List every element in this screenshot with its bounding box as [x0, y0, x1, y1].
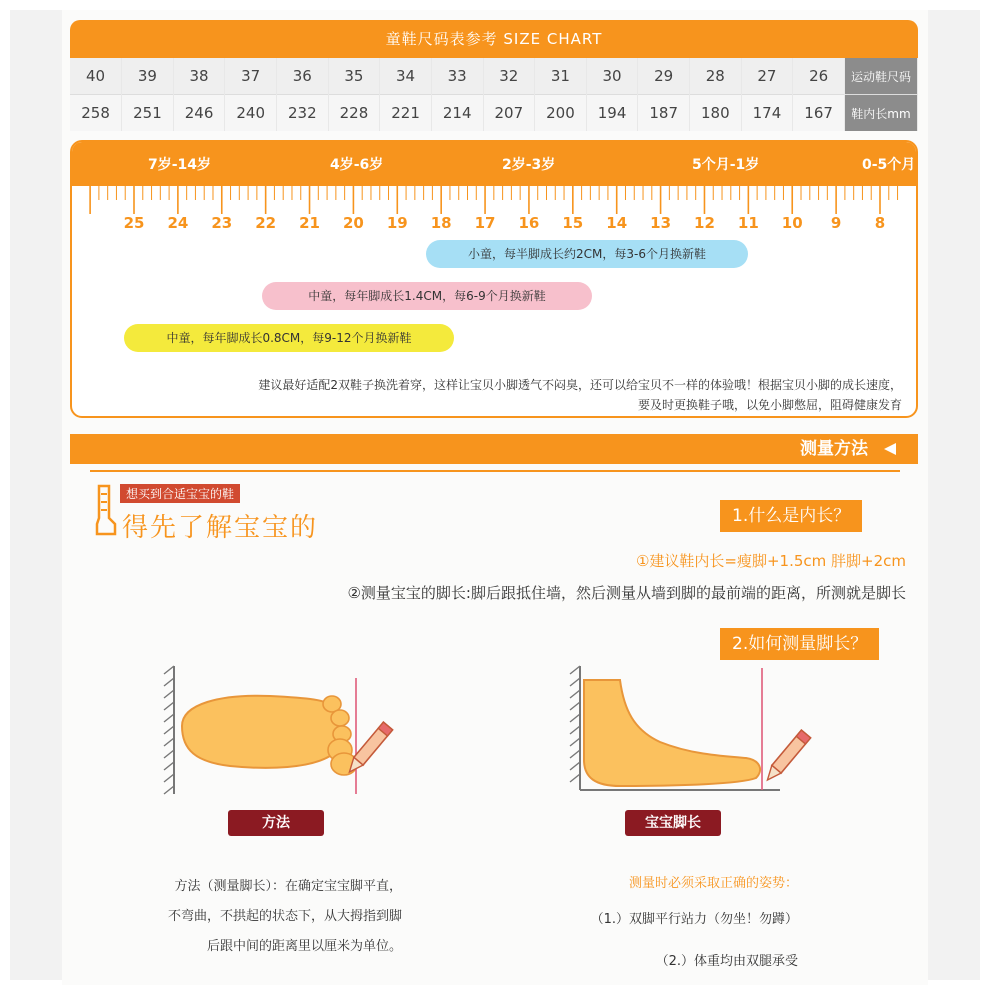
ruler-number: 10	[781, 214, 803, 232]
ruler-ticks	[72, 182, 916, 218]
foot-top-view-illustration	[160, 660, 430, 800]
size-cell: 27	[741, 58, 793, 95]
size-cell: 31	[535, 58, 587, 95]
age-label: 0-5个月	[862, 157, 916, 173]
ruler-number: 12	[694, 214, 715, 232]
length-cell: 194	[586, 95, 638, 132]
ruler-number: 8	[874, 214, 886, 232]
ruler-number: 15	[562, 214, 584, 232]
size-cell: 33	[431, 58, 483, 95]
size-cell: 36	[277, 58, 329, 95]
method-description-line-3: 后跟中间的距离里以厘米为单位。	[206, 939, 402, 954]
size-cell: 37	[225, 58, 277, 95]
size-cell: 34	[380, 58, 432, 95]
method-description-line-1: 方法（测量脚长）：在确定宝宝脚平直，	[174, 879, 402, 894]
size-row-header: 运动鞋尺码	[845, 58, 918, 95]
ruler-number: 20	[342, 214, 364, 232]
foot-side-view-illustration	[560, 660, 830, 800]
age-ruler-panel	[70, 140, 918, 418]
length-cell: 214	[431, 95, 483, 132]
want-right-shoes-tag: 想买到合适宝宝的鞋	[120, 484, 240, 503]
length-cell: 228	[328, 95, 380, 132]
ruler-number: 13	[650, 214, 672, 232]
age-label: 7岁-14岁	[148, 157, 212, 173]
ruler-number: 16	[518, 214, 540, 232]
baby-foot-length-caption: 宝宝脚长	[625, 810, 721, 836]
size-cell: 39	[122, 58, 174, 95]
size-cell: 35	[328, 58, 380, 95]
length-cell: 251	[122, 95, 174, 132]
posture-step-1: （1.）双脚平行站力（勿坐！勿蹲）	[590, 912, 798, 927]
length-cell: 221	[380, 95, 432, 132]
ruler-number: 21	[299, 214, 320, 232]
length-cell: 187	[638, 95, 690, 132]
arrow-left-icon	[884, 443, 896, 455]
measure-method-title: 测量方法	[800, 439, 868, 459]
age-label: 2岁-3岁	[502, 157, 556, 173]
ruler-number: 18	[430, 214, 452, 232]
size-cell: 29	[638, 58, 690, 95]
advice-line-2: 要及时更换鞋子哦，以免小脚憋屈，阻碍健康发育	[637, 398, 902, 412]
length-row-header: 鞋内长mm	[845, 95, 918, 132]
ruler-number: 24	[167, 214, 189, 232]
size-cell: 30	[586, 58, 638, 95]
measure-instruction: ②测量宝宝的脚长:脚后跟抵住墙，然后测量从墙到脚的最前端的距离，所测就是脚长	[347, 584, 906, 602]
small-child-pill: 小童，每半脚成长约2CM，每3-6个月换新鞋	[426, 240, 748, 268]
size-chart-table	[70, 58, 918, 131]
length-cell: 174	[741, 95, 793, 132]
method-description	[104, 872, 402, 962]
length-row	[70, 95, 918, 132]
length-cell: 258	[70, 95, 122, 132]
older-child-pill: 中童，每年脚成长0.8CM，每9-12个月换新鞋	[124, 324, 454, 352]
length-cell: 167	[793, 95, 845, 132]
understand-title: 得先了解宝宝的	[122, 513, 319, 543]
age-label: 5个月-1岁	[692, 157, 760, 173]
ruler-number: 11	[737, 214, 759, 232]
length-cell: 232	[277, 95, 329, 132]
advice-line-1: 建议最好适配2双鞋子换洗着穿，这样让宝贝小脚透气不闷臭，还可以给宝贝不一样的体验哦！根据宝贝小脚的成长速度，	[258, 378, 902, 392]
ruler-number: 19	[386, 214, 408, 232]
ruler-number: 25	[123, 214, 145, 232]
size-row	[70, 58, 918, 95]
length-cell: 180	[690, 95, 742, 132]
size-chart-title: 童鞋尺码表参考 SIZE CHART	[70, 20, 918, 58]
age-bar	[72, 142, 916, 186]
posture-title: 测量时必须采取正确的姿势：	[628, 876, 798, 891]
age-label: 4岁-6岁	[330, 157, 384, 173]
posture-step-2: （2.）体重均由双腿承受	[655, 954, 798, 969]
shoe-icon	[95, 484, 117, 536]
method-description-line-2: 不弯曲，不拱起的状态下，从大拇指到脚	[167, 909, 402, 924]
size-cell: 32	[483, 58, 535, 95]
question-how-measure: 2.如何测量脚长？	[720, 628, 879, 660]
ruler-number: 17	[474, 214, 496, 232]
length-cell: 200	[535, 95, 587, 132]
ruler-number: 22	[255, 214, 277, 232]
size-cell: 40	[70, 58, 122, 95]
size-cell: 38	[173, 58, 225, 95]
ruler-number: 23	[211, 214, 233, 232]
inner-length-formula: ①建议鞋内长=瘦脚+1.5cm 胖脚+2cm	[635, 552, 906, 570]
question-inner-length: 1.什么是内长？	[720, 500, 862, 532]
method-caption: 方法	[228, 810, 324, 836]
size-cell: 26	[793, 58, 845, 95]
length-cell: 246	[173, 95, 225, 132]
length-cell: 207	[483, 95, 535, 132]
ruler-number: 14	[606, 214, 628, 232]
middle-child-pill: 中童，每年脚成长1.4CM，每6-9个月换新鞋	[262, 282, 592, 310]
size-cell: 28	[690, 58, 742, 95]
section-underline	[90, 464, 900, 472]
measure-method-bar	[70, 434, 918, 464]
length-cell: 240	[225, 95, 277, 132]
ruler-number: 9	[830, 214, 842, 232]
